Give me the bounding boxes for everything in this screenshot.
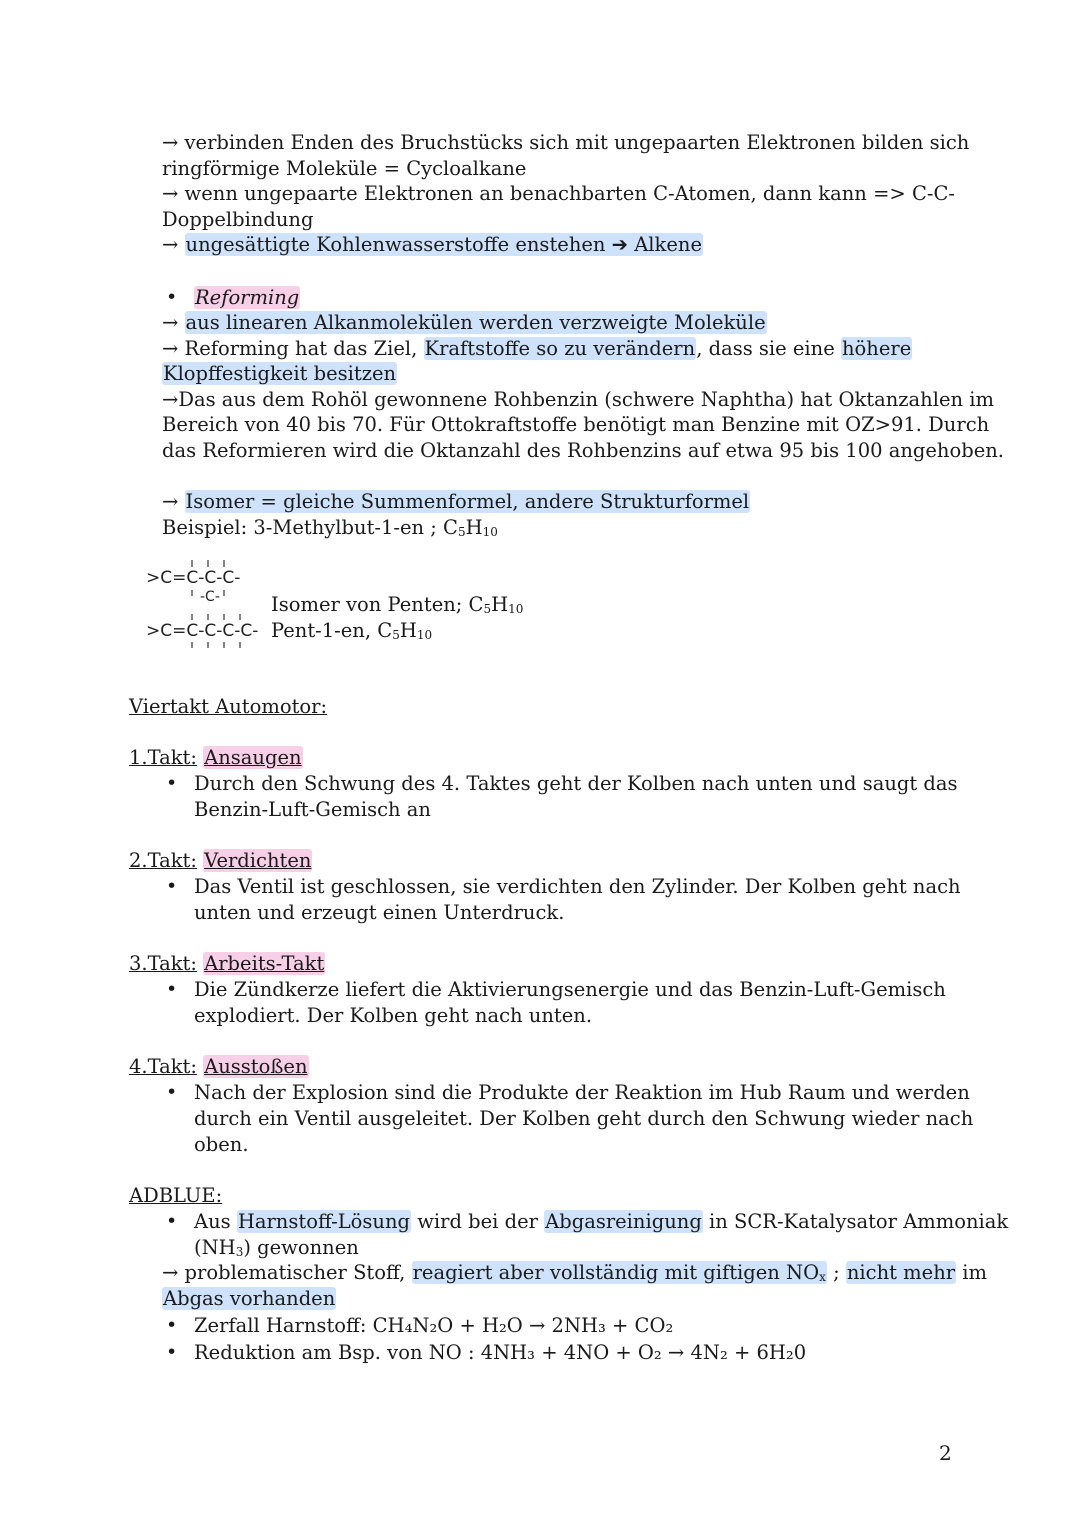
text-line: [162, 361, 397, 386]
text-line: Doppelbindung: [162, 208, 314, 231]
highlight: Kraftstoffe so zu verändern: [424, 337, 696, 360]
takt-heading: 3.Takt: Arbeits-Takt: [129, 952, 325, 975]
highlight: Harnstoff-Lösung: [237, 1210, 410, 1233]
text-line: unten und erzeugt einen Unterdruck.: [194, 901, 565, 924]
text-line: [162, 1286, 336, 1311]
equation-reduktion: Reduktion am Bsp. von NO : 4NH₃ + 4NO + O₂ → 4N₂ + 6H₂0: [194, 1341, 807, 1364]
text-line: Die Zündkerze liefert die Aktivierungsenergie und das Benzin-Luft-Gemisch: [194, 978, 946, 1001]
highlight: nicht mehr: [846, 1261, 956, 1284]
text-line: Benzin-Luft-Gemisch an: [194, 798, 431, 821]
takt-heading: 4.Takt: Ausstoßen: [129, 1055, 308, 1078]
bullet-icon: •: [166, 875, 178, 897]
structure-formula-2: >C=C-C-C-C-: [146, 621, 259, 641]
text-line: → verbinden Enden des Bruchstücks sich mit ungepaarten Elektronen bilden sich: [162, 131, 970, 154]
text-line: Bereich von 40 bis 70. Für Ottokraftstoffe benötigt man Benzine mit OZ>91. Durch: [162, 413, 990, 436]
text-line: → wenn ungepaarte Elektronen an benachbarten C-Atomen, dann kann => C-C-: [162, 182, 955, 205]
text-line: → aus linearen Alkanmolekülen werden verzweigte Moleküle: [162, 311, 766, 334]
highlight: höhere: [841, 337, 912, 360]
highlight: reagiert aber vollständig mit giftigen $NO_x$: [412, 1261, 826, 1284]
text-line: Aus Harnstoff-Lösung wird bei der Abgasreinigung in SCR-Katalysator Ammoniak: [194, 1210, 1009, 1233]
equation-zerfall: Zerfall Harnstoff: CH₄N₂O + H₂O → 2NH₃ + CO₂: [194, 1314, 674, 1337]
text-line: → Reforming hat das Ziel, Kraftstoffe so zu verändern, dass sie eine höhere: [162, 337, 912, 360]
highlight: Isomer = gleiche Summenformel, andere Strukturformel: [185, 490, 750, 513]
structure-branch: -C-: [200, 589, 220, 605]
text-line: Beispiel: 3-Methylbut-1-en ; $C_5H_{10}$: [162, 516, 498, 539]
bullet-icon: •: [166, 978, 178, 1000]
page-number: 2: [939, 1441, 952, 1465]
bullet-icon: •: [166, 1341, 178, 1363]
text-line: → Isomer = gleiche Summenformel, andere Strukturformel: [162, 490, 750, 513]
structure-formula-1: >C=C-C-C-: [146, 568, 241, 588]
text-line: das Reformieren wird die Oktanzahl des Rohbenzins auf etwa 95 bis 100 angehoben.: [162, 439, 1005, 462]
text-line: Isomer von Penten; $C_5H_{10}$: [271, 593, 524, 616]
bullet-icon: •: [166, 286, 178, 308]
bond-ticks: [146, 556, 259, 652]
bullet-icon: •: [166, 1081, 178, 1103]
bullet-icon: •: [166, 772, 178, 794]
text-line: ringförmige Moleküle = Cycloalkane: [162, 157, 527, 180]
takt-heading: 2.Takt: Verdichten: [129, 849, 312, 872]
highlight: ungesättigte Kohlenwasserstoffe enstehen ➔ Alkene: [185, 233, 702, 256]
text-line: Pent-1-en, $C_5H_{10}$: [271, 619, 433, 642]
text-line: oben.: [194, 1133, 249, 1156]
text-line: → ungesättigte Kohlenwasserstoffe enstehen ➔ Alkene: [162, 233, 702, 256]
text-line: $(NH_3)$ gewonnen: [194, 1236, 359, 1259]
text-line: →Das aus dem Rohöl gewonnene Rohbenzin (schwere Naphtha) hat Oktanzahlen im: [162, 388, 995, 411]
text-line: Durch den Schwung des 4. Taktes geht der Kolben nach unten und saugt das: [194, 772, 958, 795]
section-heading-adblue: ADBLUE:: [129, 1184, 223, 1207]
highlight: Abgas vorhanden: [163, 1287, 336, 1310]
bullet-icon: •: [166, 1314, 178, 1336]
text-line: explodiert. Der Kolben geht nach unten.: [194, 1004, 593, 1027]
highlight: aus linearen Alkanmolekülen werden verzweigte Moleküle: [185, 311, 766, 334]
text-line: Nach der Explosion sind die Produkte der Reaktion im Hub Raum und werden: [194, 1081, 970, 1104]
takt-heading: 1.Takt: Ansaugen: [129, 746, 302, 769]
section-heading-viertakt: Viertakt Automotor:: [129, 695, 328, 718]
text-line: → problematischer Stoff, reagiert aber vollständig mit giftigen $NO_x$ ; nicht mehr im: [162, 1261, 988, 1284]
text-line: durch ein Ventil ausgeleitet. Der Kolben geht durch den Schwung wieder nach: [194, 1107, 974, 1130]
highlight: Klopffestigkeit besitzen: [163, 362, 397, 385]
section-title-reforming: Reforming: [195, 286, 300, 309]
text-line: Das Ventil ist geschlossen, sie verdichten den Zylinder. Der Kolben geht nach: [194, 875, 961, 898]
bullet-icon: •: [166, 1210, 178, 1232]
highlight: Abgasreinigung: [545, 1210, 702, 1233]
